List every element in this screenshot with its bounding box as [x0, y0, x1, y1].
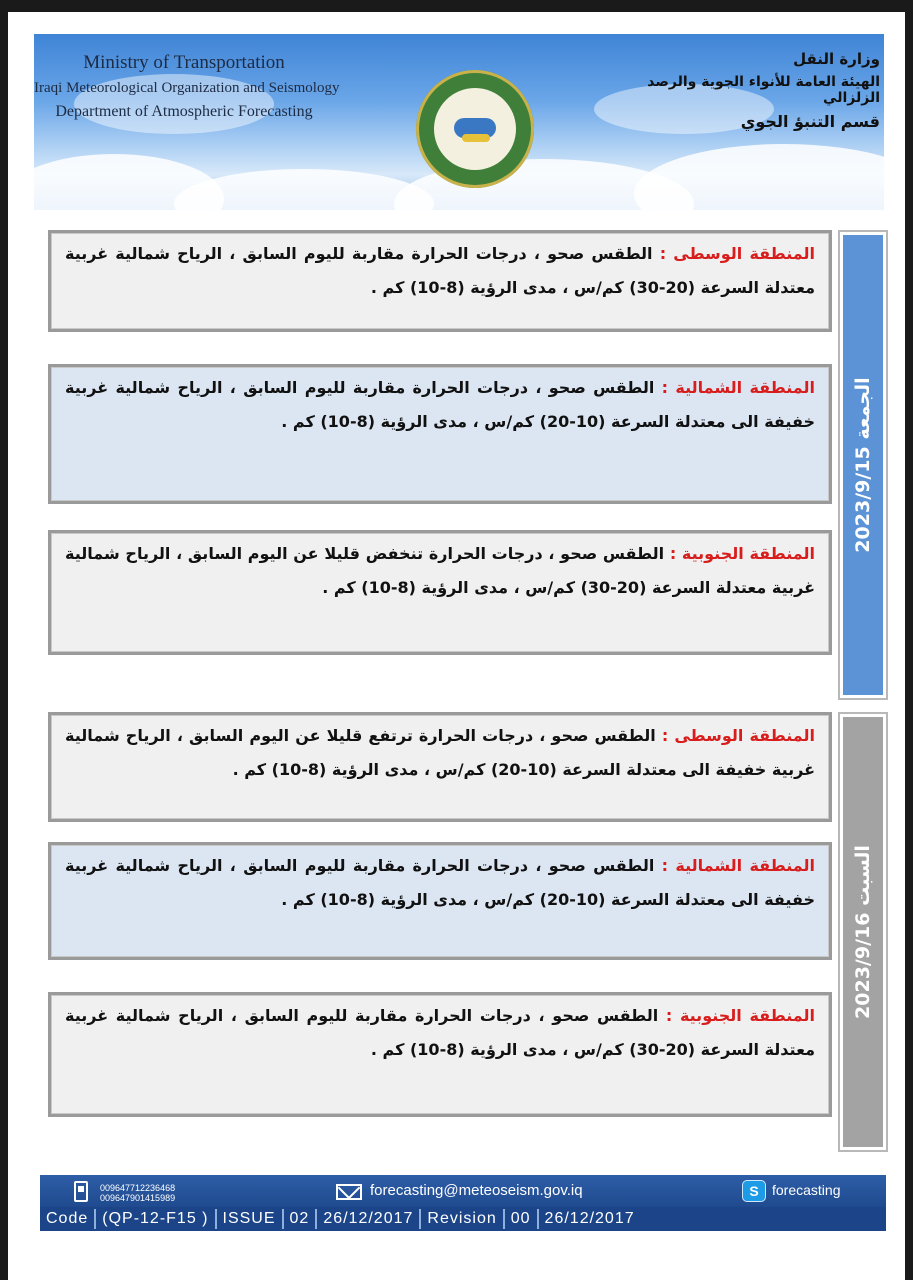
- header-banner: [34, 34, 884, 210]
- day-label: 2023/9/16 السبت: [852, 845, 874, 1019]
- forecast-box-day2-central: [48, 712, 832, 822]
- day-label-bar-day1: [838, 230, 888, 700]
- organization-logo: [416, 70, 534, 188]
- envelope-icon: [336, 1184, 362, 1200]
- revision-value: 00: [503, 1209, 537, 1229]
- day-label: 2023/9/15 الجمعة: [852, 377, 874, 553]
- issue-date: 26/12/2017: [315, 1209, 419, 1229]
- forecast-text: الطقس صحو ، درجات الحرارة مقاربة لليوم السابق ، الرياح شمالية غربية خفيفة الى معتدلة السرعة (10-20) كم/س ، مدى الرؤية (8-10) كم .: [65, 378, 815, 431]
- forecast-box-day1-central: [48, 230, 832, 332]
- skype-handle[interactable]: forecasting: [772, 1182, 841, 1198]
- forecast-box-day2-south: [48, 992, 832, 1117]
- email-address[interactable]: forecasting@meteoseism.gov.iq: [370, 1182, 583, 1199]
- issue-value: 02: [282, 1209, 316, 1229]
- day-bar-fill: [843, 717, 883, 1147]
- organization-name-en: Iraqi Meteorological Organization and Seismology: [34, 80, 340, 96]
- department-name-ar: قسم التنبؤ الجوي: [740, 112, 880, 131]
- organization-name-ar: الهيئة العامة للأنواء الجوية والرصد الزلزالي: [647, 74, 880, 106]
- region-label: المنطقة الوسطى :: [659, 244, 816, 263]
- forecast-box-day1-north: [48, 364, 832, 504]
- ministry-name-en: Ministry of Transportation: [83, 52, 285, 73]
- ministry-name-ar: وزارة النقل: [793, 50, 880, 68]
- forecast-box-day1-south: [48, 530, 832, 655]
- code-label: Code: [46, 1210, 89, 1227]
- forecast-box-day2-north: [48, 842, 832, 960]
- revision-date: 26/12/2017: [537, 1209, 641, 1229]
- forecast-text: الطقس صحو ، درجات الحرارة مقاربة لليوم السابق ، الرياح شمالية غربية معتدلة السرعة (20-30) كم/س ، مدى الرؤية (8-10) كم .: [65, 244, 815, 297]
- issue-label: ISSUE: [215, 1209, 282, 1229]
- revision-label: Revision: [419, 1209, 502, 1229]
- forecast-text: الطقس صحو ، درجات الحرارة ترتفع قليلا عن اليوم السابق ، الرياح شمالية غربية خفيفة الى معتدلة السرعة (10-20) كم/س ، مدى الرؤية (8-10) كم .: [65, 726, 815, 779]
- department-name-en: Department of Atmospheric Forecasting: [55, 103, 313, 120]
- english-header: [34, 52, 340, 121]
- forecast-text: الطقس صحو ، درجات الحرارة تنخفض قليلا عن اليوم السابق ، الرياح شمالية غربية معتدلة السرعة (20-30) كم/س ، مدى الرؤية (8-10) كم .: [65, 544, 815, 597]
- region-label: المنطقة الشمالية :: [661, 378, 816, 397]
- forecast-text: الطقس صحو ، درجات الحرارة مقاربة لليوم السابق ، الرياح شمالية غربية معتدلة السرعة (20-30) كم/س ، مدى الرؤية (8-10) كم .: [65, 1006, 815, 1059]
- document-page: [8, 12, 905, 1280]
- region-label: المنطقة الشمالية :: [661, 856, 816, 875]
- region-label: المنطقة الجنوبية :: [665, 1006, 816, 1025]
- skype-icon: S: [742, 1180, 766, 1202]
- code-value: (QP-12-F15 ): [94, 1209, 214, 1229]
- forecast-text: الطقس صحو ، درجات الحرارة مقاربة لليوم السابق ، الرياح شمالية غربية خفيفة الى معتدلة السرعة (10-20) كم/س ، مدى الرؤية (8-10) كم .: [65, 856, 815, 909]
- footer-document-code-bar: [40, 1207, 886, 1231]
- region-label: المنطقة الوسطى :: [661, 726, 816, 745]
- footer-contact-bar: [40, 1175, 886, 1207]
- day-label-bar-day2: [838, 712, 888, 1152]
- phone-number-1: 009647712236468: [100, 1183, 176, 1193]
- phone-numbers: [100, 1183, 175, 1203]
- arabic-header: [620, 50, 880, 131]
- region-label: المنطقة الجنوبية :: [669, 544, 815, 563]
- phone-number-2: 009647901415989: [100, 1193, 176, 1203]
- phone-icon: [74, 1181, 88, 1202]
- day-bar-fill: [843, 235, 883, 695]
